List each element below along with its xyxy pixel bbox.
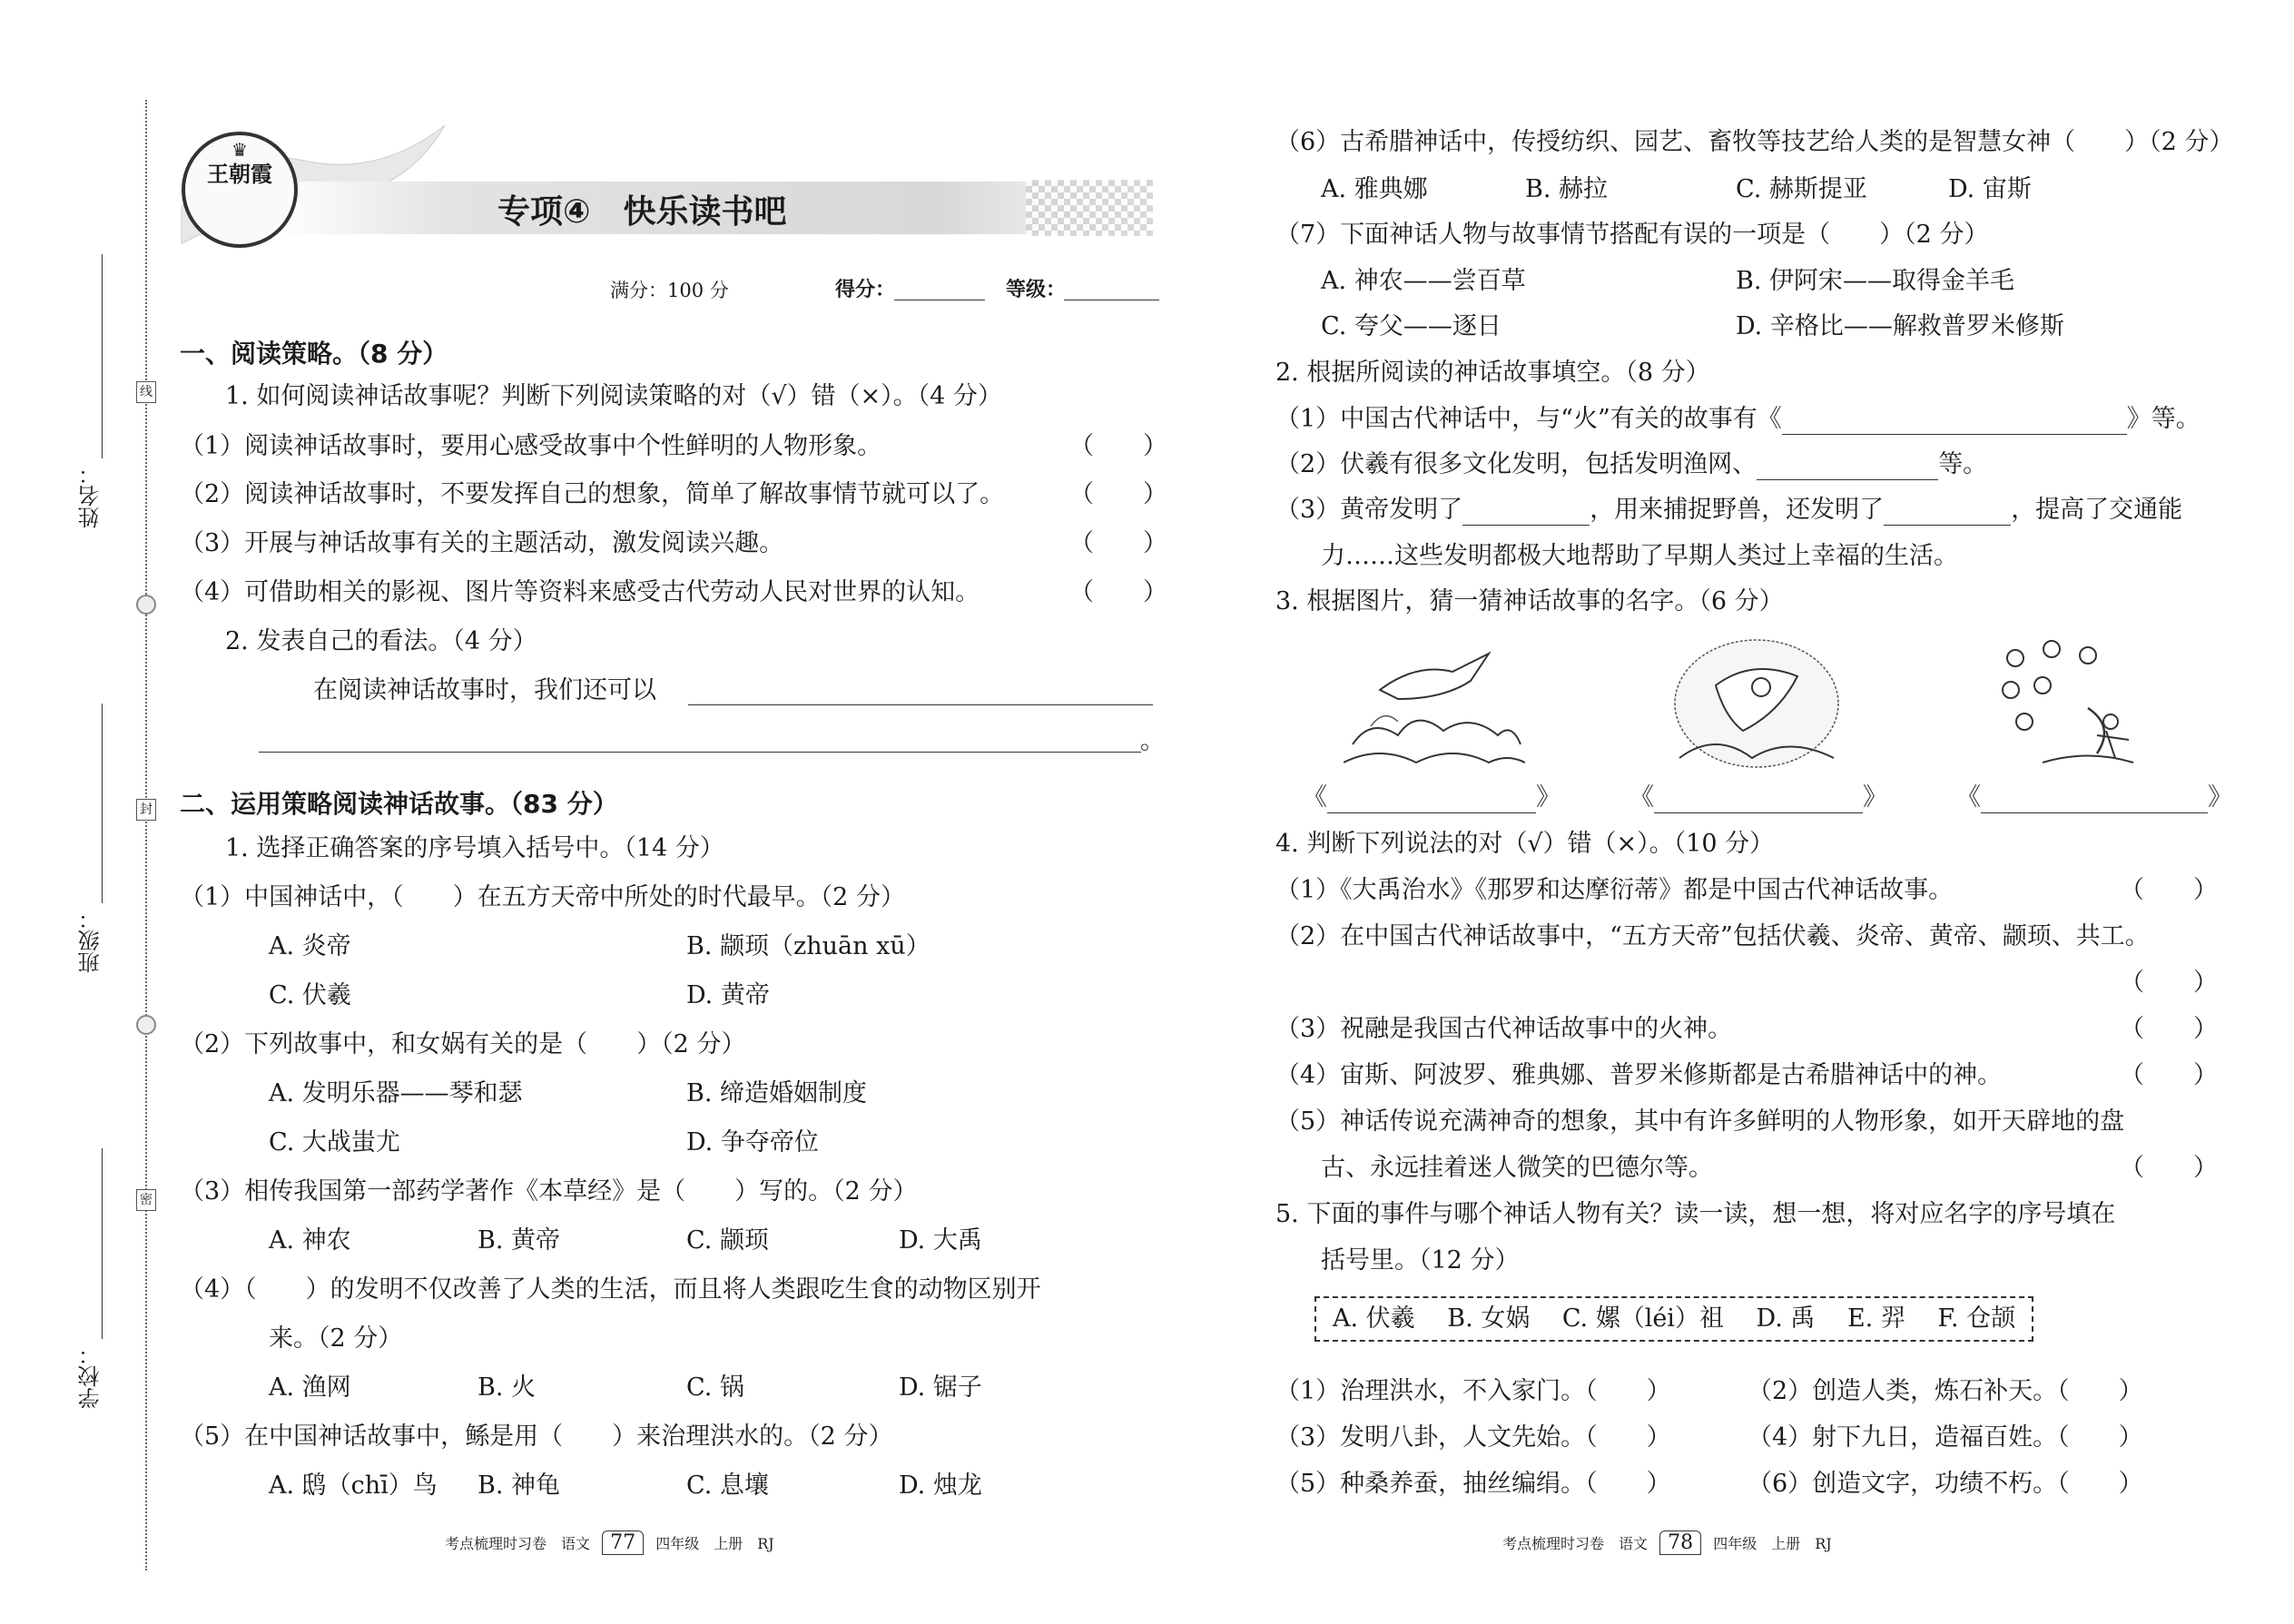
question-2-3: 3. 根据图片，猜一猜神话故事的名字。（6 分） <box>1275 587 1784 615</box>
mc-option[interactable]: C. 锅 <box>686 1373 744 1402</box>
fill-text: 等。 <box>1938 450 1988 478</box>
opinion-line-2[interactable] <box>259 752 1141 753</box>
fill-item-3 <box>1275 495 2182 526</box>
judge-item: （2）阅读神话故事时，不要发挥自己的想象，简单了解故事情节就可以了。 <box>180 480 1005 508</box>
fill-item-1 <box>1275 404 2200 435</box>
story-title-blank[interactable] <box>1327 787 1536 813</box>
brand-name: 王朝霞 <box>207 161 272 187</box>
match-item[interactable]: （3）发明八卦，人文先始。（ ） <box>1275 1423 1671 1452</box>
fill-item-3-cont: 力……这些发明都极大地帮助了早期人类过上幸福的生活。 <box>1321 542 1958 570</box>
answer-paren[interactable]: （ ） <box>2120 969 2218 997</box>
judge-item: （5）神话传说充满神奇的想象，其中有许多鲜明的人物形象，如开天辟地的盘 <box>1275 1107 2125 1136</box>
fill-text: 》等。 <box>2126 405 2200 433</box>
mc-option[interactable]: D. 黄帝 <box>686 981 770 1009</box>
judge-item: （4）可借助相关的影视、图片等资料来感受古代劳动人民对世界的认知。 <box>180 578 980 606</box>
opinion-line-1[interactable] <box>688 704 1153 705</box>
mc-option[interactable]: B. 颛顼（zhuān xū） <box>686 932 930 960</box>
opinion-prompt: 在阅读神话故事时，我们还可以 <box>313 676 656 704</box>
mc-option[interactable]: B. 神龟 <box>478 1471 561 1500</box>
question-2-4: 4. 判断下列说法的对（√）错（×）。（10 分） <box>1275 830 1775 858</box>
title-bracket-3 <box>1956 782 2232 813</box>
judge-item-cont: 古、永远挂着迷人微笑的巴德尔等。 <box>1321 1154 1713 1182</box>
checker-pattern <box>1026 180 1153 236</box>
question-2-5-cont: 括号里。（12 分） <box>1321 1246 1520 1275</box>
match-item[interactable]: （4）射下九日，造福百姓。（ ） <box>1748 1423 2143 1452</box>
fill-text: ，提高了交通能 <box>2011 496 2183 524</box>
mc-option[interactable]: C. 赫斯提亚 <box>1736 175 1867 203</box>
binding-ring-icon <box>136 1015 156 1035</box>
answer-paren[interactable]: （ ） <box>1069 432 1167 460</box>
mc-option[interactable]: B. 火 <box>478 1373 537 1402</box>
mc-option[interactable]: B. 黄帝 <box>478 1226 561 1255</box>
mc-stem: （2）下列故事中，和女娲有关的是（ ）（2 分） <box>180 1030 746 1058</box>
mc-option[interactable]: A. 发明乐器——琴和瑟 <box>269 1079 523 1107</box>
period: 。 <box>1140 727 1165 755</box>
mc-option[interactable]: C. 伏羲 <box>269 981 351 1009</box>
mc-stem: （4）（ ）的发明不仅改善了人类的生活，而且将人类跟吃生食的动物区别开 <box>180 1275 1041 1304</box>
mc-option[interactable]: C. 息壤 <box>686 1471 769 1500</box>
mc-option[interactable]: A. 炎帝 <box>269 932 351 960</box>
bracket-open: 《 <box>1956 783 1981 812</box>
footer-grade: 四年级 上册 RJ <box>1713 1535 1832 1552</box>
mc-option[interactable]: D. 争夺帝位 <box>686 1128 819 1156</box>
picture-houyi <box>1988 635 2142 772</box>
page-number: 77 <box>602 1530 644 1555</box>
judge-item: （1）阅读神话故事时，要用心感受故事中个性鲜明的人物形象。 <box>180 432 882 460</box>
story-title-blank[interactable] <box>1654 787 1863 813</box>
footer-series: 考点梳理时习卷 语文 <box>445 1535 591 1552</box>
question-1-1: 1. 如何阅读神话故事呢？判断下列阅读策略的对（√）错（×）。（4 分） <box>225 382 1002 410</box>
judge-item: （2）在中国古代神话故事中，“五方天帝”包括伏羲、炎帝、黄帝、颛顼、共工。 <box>1275 922 2150 950</box>
mc-option[interactable]: C. 大战蚩尤 <box>269 1128 400 1156</box>
section-2-heading: 二、运用策略阅读神话故事。（83 分） <box>180 789 618 819</box>
mc-option[interactable]: B. 伊阿宋——取得金羊毛 <box>1736 267 2015 295</box>
bracket-open: 《 <box>1303 783 1327 812</box>
mc-stem: （1）中国神话中，（ ）在五方天帝中所处的时代最早。（2 分） <box>180 883 905 911</box>
footer-grade: 四年级 上册 RJ <box>655 1535 774 1552</box>
story-title-blank[interactable] <box>1981 787 2208 813</box>
mc-option[interactable]: D. 大禹 <box>899 1226 982 1255</box>
fill-blank[interactable] <box>1757 454 1938 480</box>
name-label: 姓名： <box>78 463 103 528</box>
mc-option[interactable]: D. 锯子 <box>899 1373 982 1402</box>
binding-ring-icon <box>136 595 156 615</box>
grade-label: 等级： <box>1006 278 1067 301</box>
question-2-5: 5. 下面的事件与哪个神话人物有关？读一读，想一想，将对应名字的序号填在 <box>1275 1200 2116 1228</box>
footer-series: 考点梳理时习卷 语文 <box>1502 1535 1649 1552</box>
mc-stem: （7）下面神话人物与故事情节搭配有误的一项是（ ）（2 分） <box>1275 221 1989 249</box>
answer-paren[interactable]: （ ） <box>2120 876 2218 904</box>
class-label: 班级： <box>78 908 103 973</box>
name-options-box: A. 伏羲 B. 女娲 C. 嫘（léi）祖 D. 禹 E. 羿 F. 仓颉 <box>1314 1296 2033 1342</box>
class-field[interactable] <box>102 704 103 903</box>
binding-dotted-line <box>145 100 147 1570</box>
page-title: 专项④ 快乐读书吧 <box>497 193 787 231</box>
footer-left-text <box>445 1530 774 1555</box>
judge-item: （4）宙斯、阿波罗、雅典娜、普罗米修斯都是古希腊神话中的神。 <box>1275 1061 2003 1089</box>
match-item[interactable]: （1）治理洪水，不入家门。（ ） <box>1275 1377 1671 1405</box>
mc-option[interactable]: A. 神农——尝百草 <box>1321 267 1526 295</box>
fill-item-2 <box>1275 449 1987 480</box>
mc-option[interactable]: D. 辛格比——解救普罗米修斯 <box>1736 312 2064 340</box>
page-number: 78 <box>1659 1530 1701 1555</box>
title-bracket-1 <box>1303 782 1561 813</box>
match-item[interactable]: （5）种桑养蚕，抽丝编绢。（ ） <box>1275 1470 1671 1498</box>
fill-text: ，用来捕捉野兽，还发明了 <box>1590 496 1885 524</box>
match-item[interactable]: （2）创造人类，炼石补天。（ ） <box>1748 1377 2143 1405</box>
answer-paren[interactable]: （ ） <box>1069 578 1167 606</box>
judge-item: （1）《大禹治水》《那罗和达摩衍蒂》都是中国古代神话故事。 <box>1275 876 1954 904</box>
answer-paren[interactable]: （ ） <box>1069 529 1167 557</box>
fill-text: （2）伏羲有很多文化发明，包括发明渔网、 <box>1275 450 1757 478</box>
answer-paren[interactable]: （ ） <box>2120 1015 2218 1043</box>
full-score: 满分：100 分 <box>610 280 729 301</box>
footer-right-text <box>1502 1530 1832 1555</box>
mc-stem-cont: 来。（2 分） <box>269 1324 403 1353</box>
seal-mark-3: 密 <box>136 1189 156 1211</box>
name-field[interactable] <box>102 254 103 458</box>
fill-blank[interactable] <box>1462 499 1590 526</box>
picture-jingwei <box>1344 635 1525 772</box>
mc-option[interactable]: A. 神农 <box>269 1226 351 1255</box>
mc-stem: （3）相传我国第一部药学著作《本草经》是（ ）写的。（2 分） <box>180 1177 918 1206</box>
mc-option[interactable]: C. 夸父——逐日 <box>1321 312 1501 340</box>
answer-paren[interactable]: （ ） <box>2120 1154 2218 1182</box>
mc-option[interactable]: D. 宙斯 <box>1948 175 2032 203</box>
fill-blank[interactable] <box>1782 408 2127 435</box>
mc-stem: （5）在中国神话故事中，鲧是用（ ）来治理洪水的。（2 分） <box>180 1422 893 1451</box>
brand-logo <box>182 132 298 248</box>
answer-paren[interactable]: （ ） <box>1069 480 1167 508</box>
bracket-close: 》 <box>1863 783 1887 812</box>
title-bracket-2 <box>1629 782 1887 813</box>
question-2-1: 1. 选择正确答案的序号填入括号中。（14 分） <box>225 834 724 862</box>
answer-paren[interactable]: （ ） <box>2120 1061 2218 1089</box>
mc-option[interactable]: A. 雅典娜 <box>1321 175 1428 203</box>
picture-nuwa <box>1661 631 1852 776</box>
question-2-2: 2. 根据所阅读的神话故事填空。（8 分） <box>1275 359 1710 387</box>
mc-option[interactable]: B. 缔造婚姻制度 <box>686 1079 868 1107</box>
seal-mark-2: 封 <box>136 799 156 821</box>
mc-option[interactable]: A. 鸱（chī）鸟 <box>269 1471 438 1500</box>
school-field[interactable] <box>102 1148 103 1339</box>
seal-mark-1: 线 <box>136 381 156 403</box>
crown-icon: ♛ <box>231 139 248 161</box>
score-label: 得分： <box>835 278 896 301</box>
fill-text: （3）黄帝发明了 <box>1275 496 1463 524</box>
mc-option[interactable]: C. 颛顼 <box>686 1226 769 1255</box>
judge-item: （3）祝融是我国古代神话故事中的火神。 <box>1275 1015 1733 1043</box>
bracket-open: 《 <box>1629 783 1654 812</box>
section-1-heading: 一、阅读策略。（8 分） <box>180 339 448 369</box>
judge-item: （3）开展与神话故事有关的主题活动，激发阅读兴趣。 <box>180 529 784 557</box>
school-label: 学校： <box>78 1343 103 1409</box>
fill-text: （1）中国古代神话中，与“火”有关的故事有《 <box>1275 405 1782 433</box>
mc-option[interactable]: D. 烛龙 <box>899 1471 982 1500</box>
match-item[interactable]: （6）创造文字，功绩不朽。（ ） <box>1748 1470 2143 1498</box>
mc-stem: （6）古希腊神话中，传授纺织、园艺、畜牧等技艺给人类的是智慧女神（ ）（2 分） <box>1275 128 2234 156</box>
bracket-close: 》 <box>1536 783 1561 812</box>
mc-option[interactable]: A. 渔网 <box>269 1373 351 1402</box>
mc-option[interactable]: B. 赫拉 <box>1525 175 1609 203</box>
bracket-close: 》 <box>2208 783 2232 812</box>
fill-blank[interactable] <box>1884 499 2011 526</box>
question-1-2: 2. 发表自己的看法。（4 分） <box>225 627 537 655</box>
